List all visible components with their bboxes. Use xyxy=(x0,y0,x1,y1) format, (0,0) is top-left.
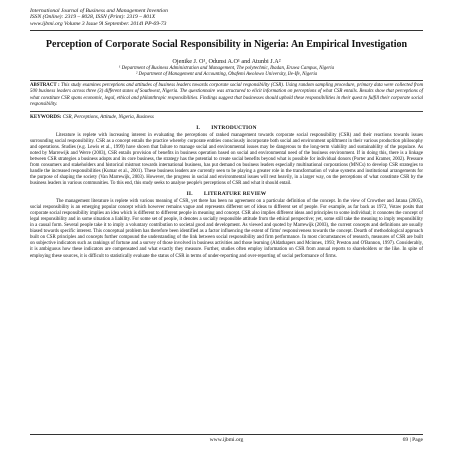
affiliation-2: ² Department of Management and Accounting, Obafemi Awolowo University, Ile-Ife, Nigeria xyxy=(135,71,318,77)
footer-url: www.ijbmi.org xyxy=(209,437,244,443)
section-body-literature-review: The management literature is replete with various meaning of CSR, yet there has been no agreement on a particular definition of the concept. In the view of Crowther and Jatana (2005), social responsibility is an emerging popular concept which however remains vague and represents different set of ideas to different set of people. For example, as far back as 1972, Votaw posits that corporate social responsibility implies an idea which is different to different people in meaning and concept. CSR also implies different ideas and principles to some individual; it connotes the concept of legal responsibility and in some situation a liability. For some set of people, it denotes a socially responsible attitude from the ethical perspective; yet, some still take the meaning to imply responsibility in a causal form. Several people take it to imply a voluntary contribution to societal good and development. As viewed and quoted by Marrewijk (2003), the current concepts and definitions are usually biased towards specific interest. This conceptual problem has therefore been identified as a factor influencing the extent of firms' responsiveness towards the concept. Dearth of methodological approach built on CSR principles and concepts further compound the understanding of the link between social responsibility and firm performance. In most circumstances of research, measures of CSR are built on subjective indicators such as rankings of fortune and a survey of those involved in business activities and those learning (Aldathapers and Mcinnes, 1993; Preston and O'Bannon, 1997). Considerably, it is ambiguous how these indicators are compensated and what exactly they measure. Further, studies often employ information on CSR from annual reports to shareholders or the like. In spite of employing these sources, it is difficult to statistically evaluate the status of CSR in terms of under-reporting and over-reporting of social performance of firms. xyxy=(30,199,423,259)
abstract-bottom-divider xyxy=(30,111,423,112)
abstract-text: This study examines perceptions and attitudes of business leaders towards corporate social responsibility (CSR). Using random sampling procedure, primary data were collected from 500 business leaders across three (3) different states of Southwest, Nigeria. The questionnaire was structured to elicit information on perceptions of what CSR entails. Results show that perceptions of what constitute CSR spans economic, legal, ethical and philanthropic responsibilities. Findings suggest that businesses should uphold these responsibilities in their quest to fulfill their corporate social responsibility. xyxy=(30,83,423,107)
footer-page-number: 69 | Page xyxy=(402,437,423,443)
article-title: Perception of Corporate Social Responsibility in Nigeria: An Empirical Investigation xyxy=(45,39,408,51)
abstract-top-divider xyxy=(30,80,423,81)
journal-header xyxy=(30,8,423,27)
section-heading-literature-review: II. LITERATURE REVIEW xyxy=(186,191,267,198)
author-list: Ojenike J. O¹, Odunsi A.O¹ and Atunbi J.A² xyxy=(172,57,281,65)
affiliation-1: ¹ Department of Business Administration and Management, The polytechnic, Ibadan, Eruwa Campus, Nigeria xyxy=(118,65,335,71)
page-footer xyxy=(30,434,423,443)
abstract xyxy=(30,83,423,107)
journal-issn: ISSN (Online): 2319 – 8028, ISSN (Print): 2319 – 801X xyxy=(30,14,156,21)
keywords-label: KEYWORDS: xyxy=(30,114,62,120)
section-heading-introduction: I. INTRODUCTION xyxy=(196,124,257,131)
keywords xyxy=(30,115,423,121)
section-body-introduction: Literature is replete with increasing interest in evaluating the perceptions of ranked management towards corporate social responsibility (CSR) and their reactions towards issues surrounding social responsibility. CSR as a concept entails the practice whereby corporate entities consciously incorporate both social and environment upliftment in their various production philosophy and operations. Studies (e.g. Lewis et al., 1999) have shown that failure to manage social and environmental issues may be dangerous to the long-term viability and sustainability of the populace. As noted by Marrewijk and Werre (2003), CSR entails provision of benefits in business operation based on social and environmental need of the business environment. If in doing this, there is a linkage between CSR strategies a business adopts and its core business, the strategy has the potential to create social benefits beyond what is possible for individual donors (Porter and Kramer, 2002). Pressure from consumers and stakeholders and historical mistrust towards international business, has put demand on business leaders especially multinational corporations (MNCs) to develop CSR strategies to handle the increased responsibilities (Kumar et al., 2001). These business leaders are currently seen to be playing a greater role in the transformation of value systems and institutional arrangements for the purpose of shaping the society (Van Marrewijk, 2003). However, the progress in social and environmental issues will rest heavily, in a larger way, on the perceptions of what constitute CSR by the business leaders in various communities. To this end, this study seeks to analyse people's perceptions of CSR and what it should entail. xyxy=(30,132,423,187)
journal-volume: www.ijbmi.org Volume 3 Issue 9ǁ September. 2014ǁ PP-69-73 xyxy=(30,20,167,27)
header-divider xyxy=(30,30,423,31)
abstract-label: ABSTRACT : xyxy=(30,83,60,89)
journal-name: International Journal of Business and Management Invention xyxy=(30,8,168,14)
keywords-text: CSR, Perceptions, Attitude, Nigeria, Business xyxy=(62,114,154,120)
affiliations xyxy=(30,66,423,78)
article-page xyxy=(30,8,423,260)
